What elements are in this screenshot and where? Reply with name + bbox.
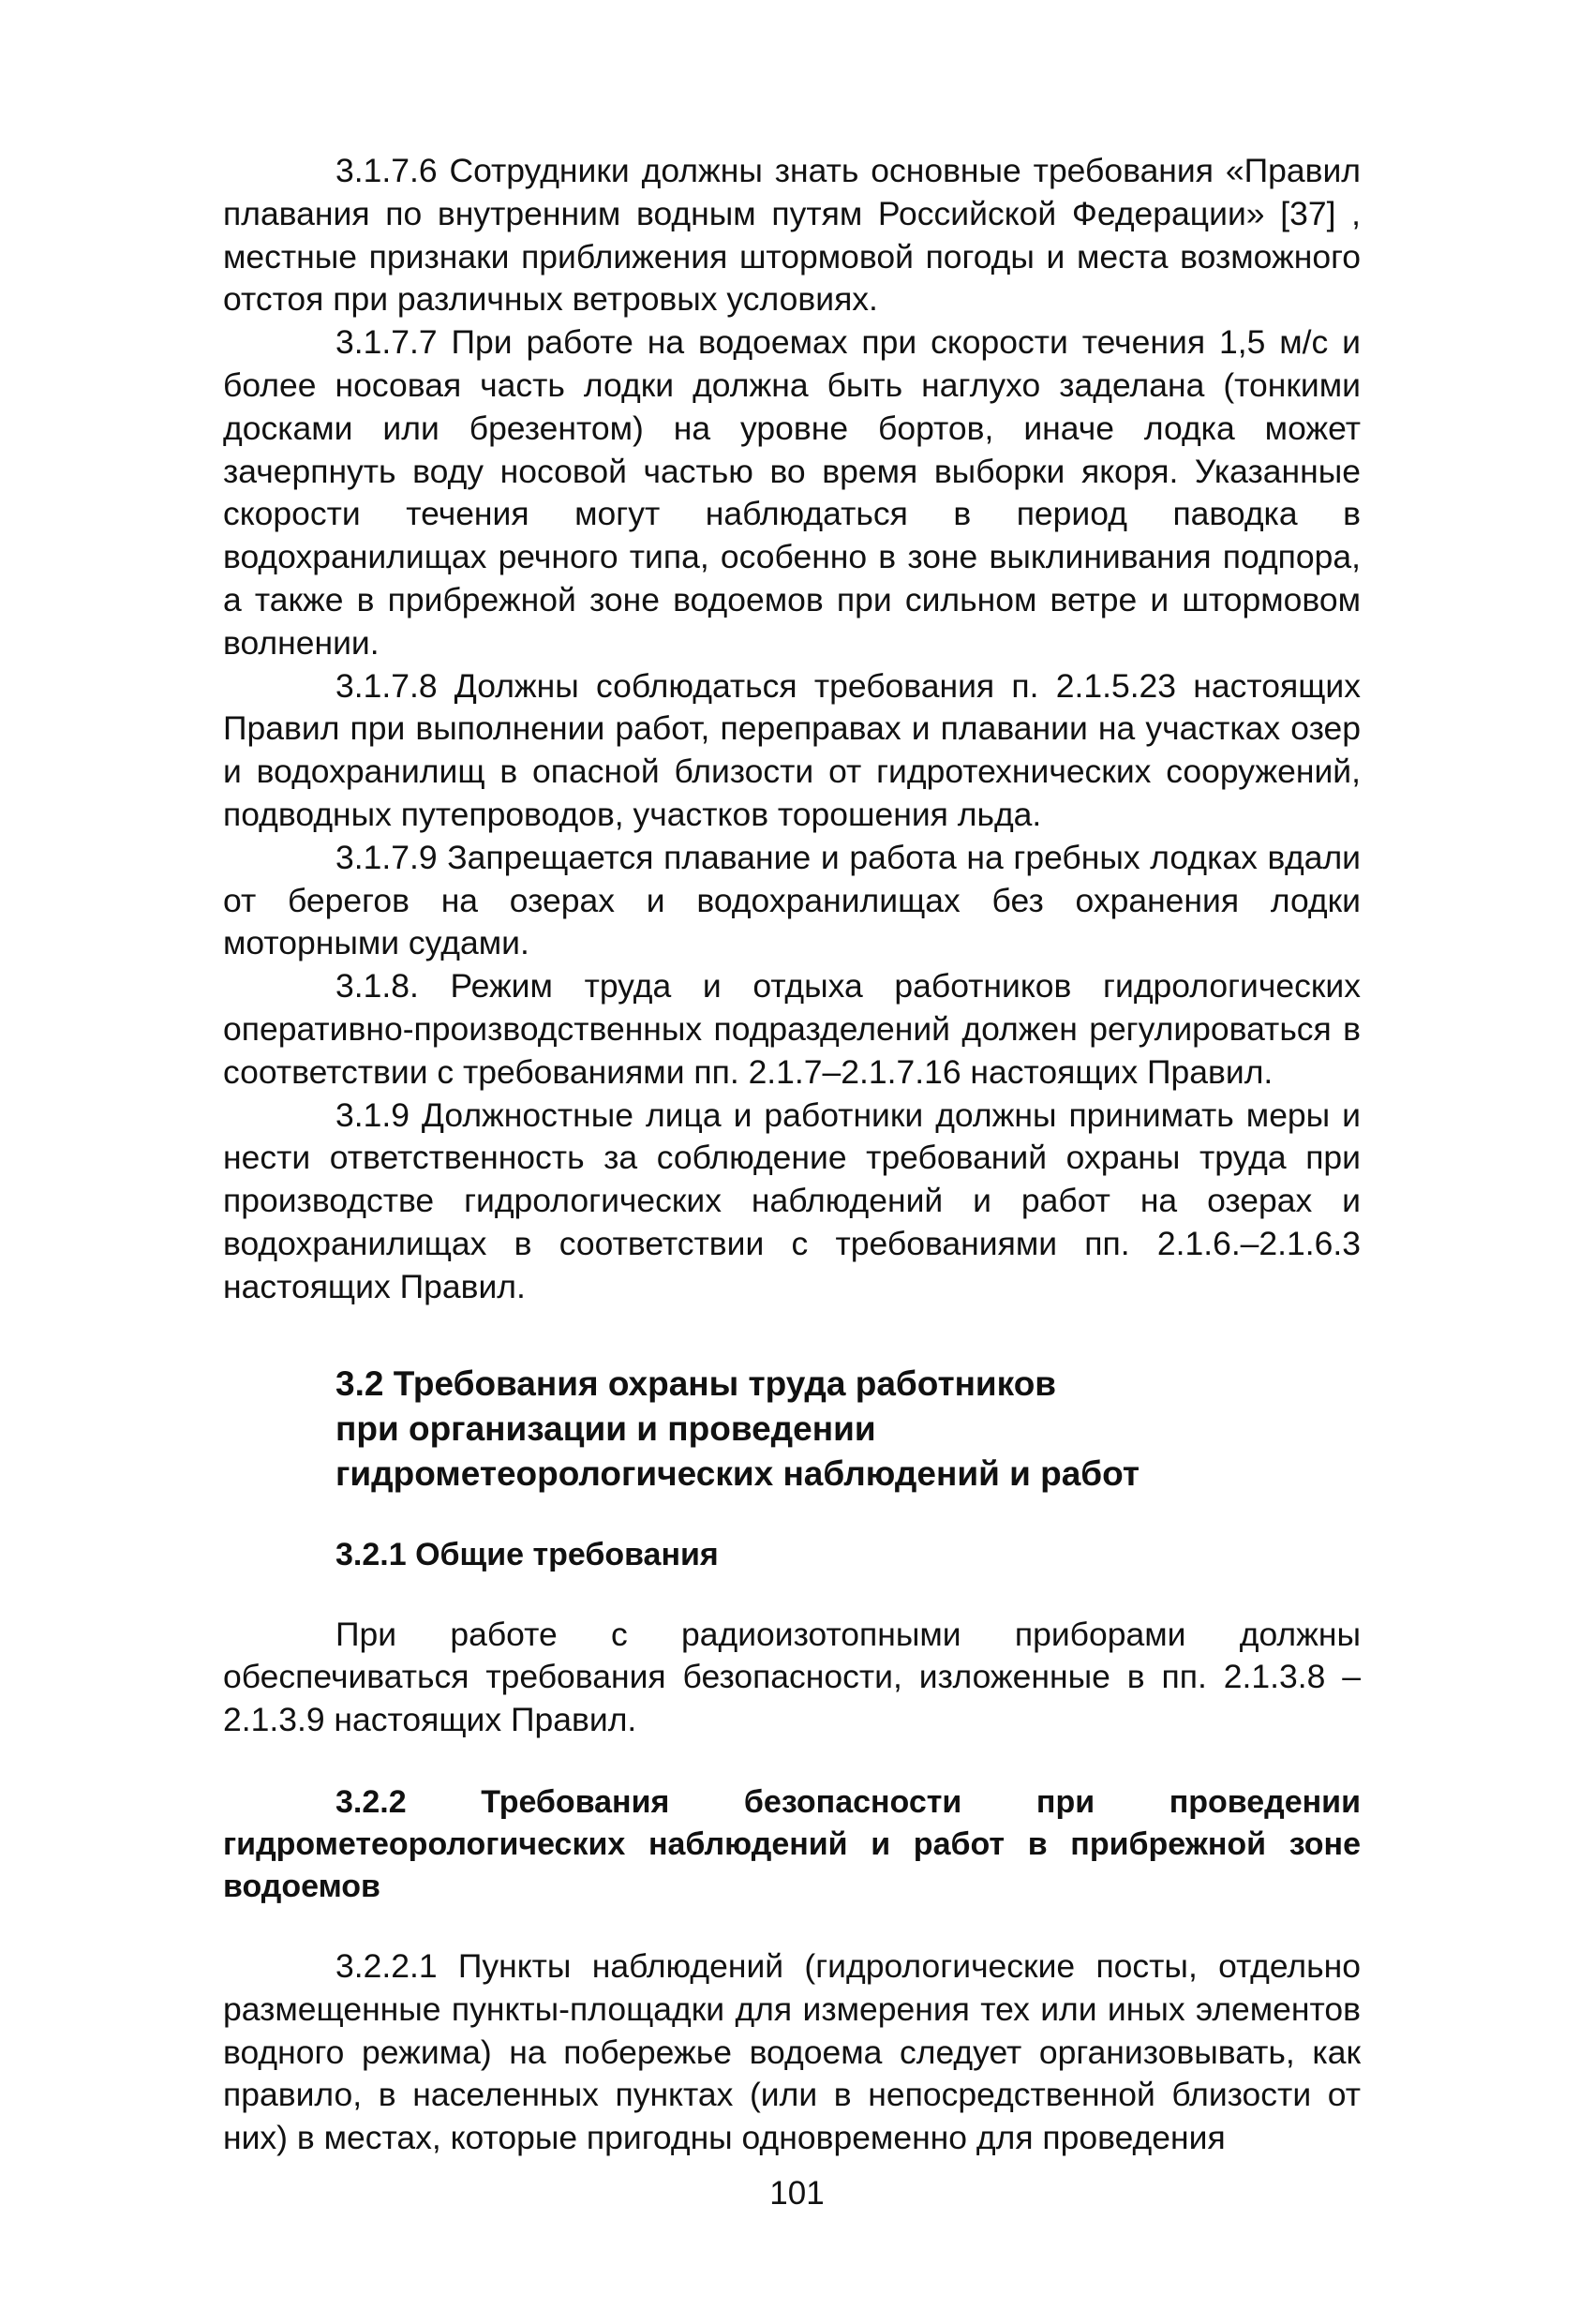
subsection-heading-3-2-2: 3.2.2 Требования безопасности при проведении гидрометеорологических наблюдений и работ в прибрежной зоне водоемов (223, 1783, 1361, 1904)
paragraph-3-1-8: 3.1.8. Режим труда и отдыха работников гидрологических оперативно-производственных подразделений должен регулироваться в соответствии с требованиями пп. 2.1.7–2.1.7.16 настоящих Правил. (223, 967, 1361, 1091)
section-heading-line-1: 3.2 Требования охраны труда работников (335, 1363, 1057, 1403)
paragraph-3-2-1: При работе с радиоизотопными приборами должны обеспечиваться требования безопасности, изложенные в пп. 2.1.3.8 – 2.1.3.9 настоящих Правил. (223, 1615, 1361, 1739)
section-heading-line-3: гидрометеорологических наблюдений и работ (335, 1453, 1140, 1493)
section-heading-3-2 (335, 1362, 1361, 1497)
paragraph-3-1-7-9: 3.1.7.9 Запрещается плавание и работа на гребных лодках вдали от берегов на озерах и водохранилищах без охранения лодки моторными судами. (223, 838, 1361, 962)
paragraph-3-2-2-1: 3.2.2.1 Пункты наблюдений (гидрологические посты, отдельно размещенные пункты-площадки для измерения тех или иных элементов водного режима) на побережье водоема следует организовывать, как правило, в населенных пунктах (или в непосредственной близости от них) в местах, которые пригодны одновременно для проведения (223, 1946, 1361, 2157)
paragraph-3-1-7-6: 3.1.7.6 Сотрудники должны знать основные требования «Правил плавания по внутренним водным путям Российской Федерации» [37] , местные признаки приближения штормовой погоды и места возможного отстоя при различных ветровых условиях. (223, 152, 1361, 319)
paragraph-3-1-9: 3.1.9 Должностные лица и работники должны принимать меры и нести ответственность за соблюдение требований охраны труда при производстве гидрологических наблюдений и работ на озерах и водохранилищах в соответствии с требованиями пп. 2.1.6.–2.1.6.3 настоящих Правил. (223, 1095, 1361, 1305)
page-number: 101 (769, 2175, 825, 2212)
page-content (223, 150, 1361, 2160)
paragraph-3-1-7-7: 3.1.7.7 При работе на водоемах при скорости течения 1,5 м/с и более носовая часть лодки должна быть наглухо заделана (тонкими досками или брезентом) на уровне бортов, иначе лодка может зачерпнуть воду носовой частью во время выборки якоря. Указанные скорости течения могут наблюдаться в период паводка в водохранилищах речного типа, особенно в зоне выклинивания подпора, а также в прибрежной зоне водоемов при сильном ветре и штормовом волнении. (223, 323, 1361, 662)
section-heading-line-2: при организации и проведении (335, 1408, 876, 1448)
subsection-heading-3-2-1: 3.2.1 Общие требования (335, 1536, 719, 1572)
paragraph-3-1-7-8: 3.1.7.8 Должны соблюдаться требования п. 2.1.5.23 настоящих Правил при выполнении работ, переправах и плавании на участках озер и водохранилищ в опасной близости от гидротехнических сооружений, подводных путепроводов, участков торошения льда. (223, 666, 1361, 833)
